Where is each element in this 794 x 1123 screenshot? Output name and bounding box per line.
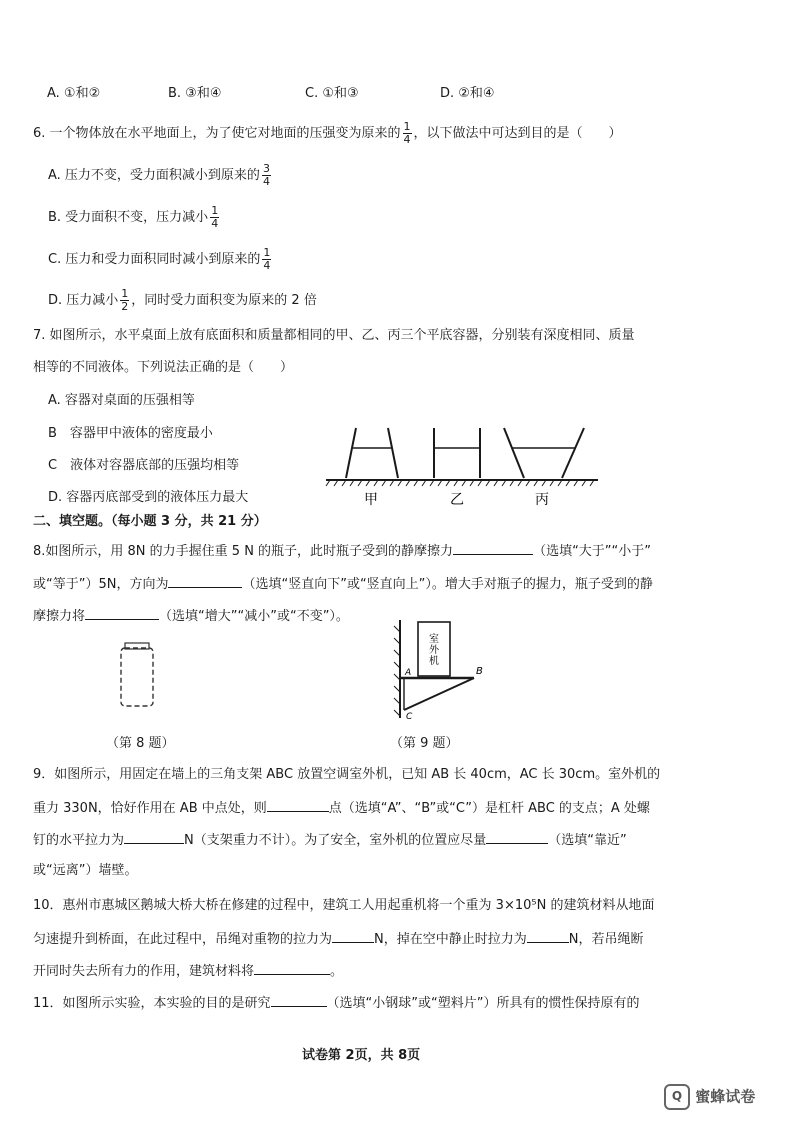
- point-a-label: A: [405, 668, 412, 678]
- q8-l2a: 或“等于”）5N，方向为: [33, 577, 169, 592]
- q11-l1a: 11．如图所示实验，本实验的目的是研究: [33, 996, 271, 1011]
- numerator: 1: [211, 204, 219, 217]
- label-yi: 乙: [450, 492, 464, 508]
- bracket-figure: [390, 618, 500, 723]
- q6-option-c: [48, 247, 273, 272]
- q8-l3a: 摩擦力将: [33, 609, 86, 624]
- q10-l2a: 匀速提升到桥面，在此过程中，吊绳对重物的拉力为: [33, 932, 333, 947]
- denominator: 4: [211, 217, 219, 230]
- page-footer: 试卷第 2页，共 8页: [302, 1048, 421, 1063]
- section-heading: 二、填空题。（每小题 3 分，共 21 分）: [33, 514, 267, 529]
- q8-l3b: （选填“增大”“减小”或“不变”）。: [159, 609, 349, 624]
- answer-blank[interactable]: [332, 928, 374, 943]
- denominator: 4: [403, 133, 411, 146]
- containers-figure: [320, 418, 600, 510]
- q6-c-text: C. 压力和受力面积同时减小到原来的: [48, 252, 261, 267]
- option-c: C. ①和③: [305, 86, 359, 101]
- q6-d-text: D. 压力减小: [48, 293, 119, 308]
- option-b: B. ③和④: [168, 86, 222, 101]
- answer-blank[interactable]: [124, 829, 184, 844]
- ac-unit-label: 室外机: [429, 634, 439, 667]
- answer-blank[interactable]: [254, 960, 330, 975]
- q10-l2c: N，若吊绳断: [568, 932, 644, 947]
- fraction: [120, 288, 129, 313]
- figure-9-caption: （第 9 题）: [390, 736, 459, 751]
- answer-blank[interactable]: [271, 992, 327, 1007]
- q7-option-a: A. 容器对桌面的压强相等: [48, 393, 195, 408]
- label-jia: 甲: [364, 492, 378, 508]
- bracket-bc: [404, 678, 474, 710]
- numerator: 1: [121, 287, 129, 300]
- q7-option-b: B 容器甲中液体的密度最小: [48, 426, 213, 441]
- question-8-line3: [33, 605, 349, 627]
- question-9-line2: [33, 797, 650, 819]
- q11-l1b: （选填“小钢球”或“塑料片”）所具有的惯性保持原有的: [326, 996, 640, 1011]
- point-b-label: B: [476, 666, 483, 677]
- q6-stem-tail: ，以下做法中可达到目的是（ ）: [413, 126, 622, 141]
- q7-option-c: C 液体对容器底部的压强均相等: [48, 458, 240, 473]
- q7-option-d: D. 容器丙底部受到的液体压力最大: [48, 490, 249, 505]
- question-8-line1: [33, 540, 651, 562]
- answer-blank[interactable]: [527, 928, 569, 943]
- question-10-line3: [33, 960, 343, 982]
- fraction: [210, 205, 219, 230]
- question-10-line2: [33, 928, 643, 950]
- q9-l2a: 重力 330N，恰好作用在 AB 中点处，则: [33, 801, 267, 816]
- q8-l1a: 8.如图所示，用 8N 的力手握住重 5 N 的瓶子，此时瓶子受到的静摩擦力: [33, 544, 454, 559]
- container-bing: [504, 428, 584, 478]
- answer-blank[interactable]: [453, 540, 533, 555]
- numerator: 1: [403, 120, 411, 133]
- question-7-stem-line2: 相等的不同液体。下列说法正确的是（ ）: [33, 360, 294, 375]
- question-11-line1: [33, 992, 640, 1014]
- fraction: [403, 121, 412, 146]
- q8-l2b: （选填“竖直向下”或“竖直向上”）。增大手对瓶子的握力，瓶子受到的静: [242, 577, 653, 592]
- q6-option-b: [48, 205, 221, 230]
- question-6-stem: [33, 121, 622, 146]
- option-d: D. ②和④: [440, 86, 495, 101]
- watermark: [664, 1084, 755, 1110]
- question-9-line4: 或“远离”）墙壁。: [33, 863, 138, 878]
- answer-blank[interactable]: [486, 829, 548, 844]
- denominator: 4: [263, 259, 271, 272]
- q6-b-text: B. 受力面积不变，压力减小: [48, 210, 209, 225]
- fraction: [262, 163, 271, 188]
- answer-blank[interactable]: [168, 573, 242, 588]
- q6-stem-text: 6. 一个物体放在水平地面上，为了使它对地面的压强变为原来的: [33, 126, 401, 141]
- q9-l3c: （选填“靠近”: [548, 833, 627, 848]
- answer-blank[interactable]: [267, 797, 329, 812]
- question-7-stem-line1: 7. 如图所示，水平桌面上放有底面积和质量都相同的甲、乙、丙三个平底容器，分别装有深度相同、质量: [33, 328, 635, 343]
- denominator: 4: [262, 175, 270, 188]
- watermark-text: 蜜蜂试卷: [695, 1087, 756, 1106]
- q10-l3b: 。: [330, 964, 344, 979]
- fraction: [262, 247, 271, 272]
- point-c-label: C: [406, 712, 413, 722]
- q6-option-a: [48, 163, 273, 188]
- container-jia: [346, 428, 398, 478]
- q6-a-text: A. 压力不变，受力面积减小到原来的: [48, 168, 260, 183]
- question-9-line3: [33, 829, 627, 851]
- q9-l3a: 钉的水平拉力为: [33, 833, 125, 848]
- q10-l3a: 开同时失去所有力的作用，建筑材料将: [33, 964, 255, 979]
- figure-8-caption: （第 8 题）: [106, 736, 175, 751]
- q9-l3b: N（支架重力不计）。为了安全，室外机的位置应尽量: [184, 833, 487, 848]
- container-yi: [434, 428, 480, 478]
- label-bing: 丙: [535, 492, 549, 508]
- q6-d-tail: ，同时受力面积变为原来的 2 倍: [131, 293, 317, 308]
- answer-blank[interactable]: [85, 605, 159, 620]
- option-a: A. ①和②: [47, 86, 101, 101]
- numerator: 3: [262, 162, 270, 175]
- q6-option-d: [48, 288, 317, 313]
- question-9-line1: 9．如图所示，用固定在墙上的三角支架 ABC 放置空调室外机，已知 AB 长 40cm，AC 长 30cm。室外机的: [33, 767, 661, 782]
- denominator: 2: [121, 300, 129, 313]
- question-10-line1: 10．惠州市惠城区鹅城大桥大桥在修建的过程中，建筑工人用起重机将一个重为 3×10⁵N 的建筑材料从地面: [33, 898, 655, 913]
- question-8-line2: [33, 573, 653, 595]
- bottle-figure: [115, 640, 159, 710]
- q10-l2b: N，掉在空中静止时拉力为: [374, 932, 527, 947]
- q8-l1b: （选填“大于”“小于”: [533, 544, 652, 559]
- watermark-logo-icon: Q: [664, 1084, 690, 1110]
- q9-l2b: 点（选填“A”、“B”或“C”）是杠杆 ABC 的支点；A 处螺: [328, 801, 650, 816]
- numerator: 1: [263, 246, 271, 259]
